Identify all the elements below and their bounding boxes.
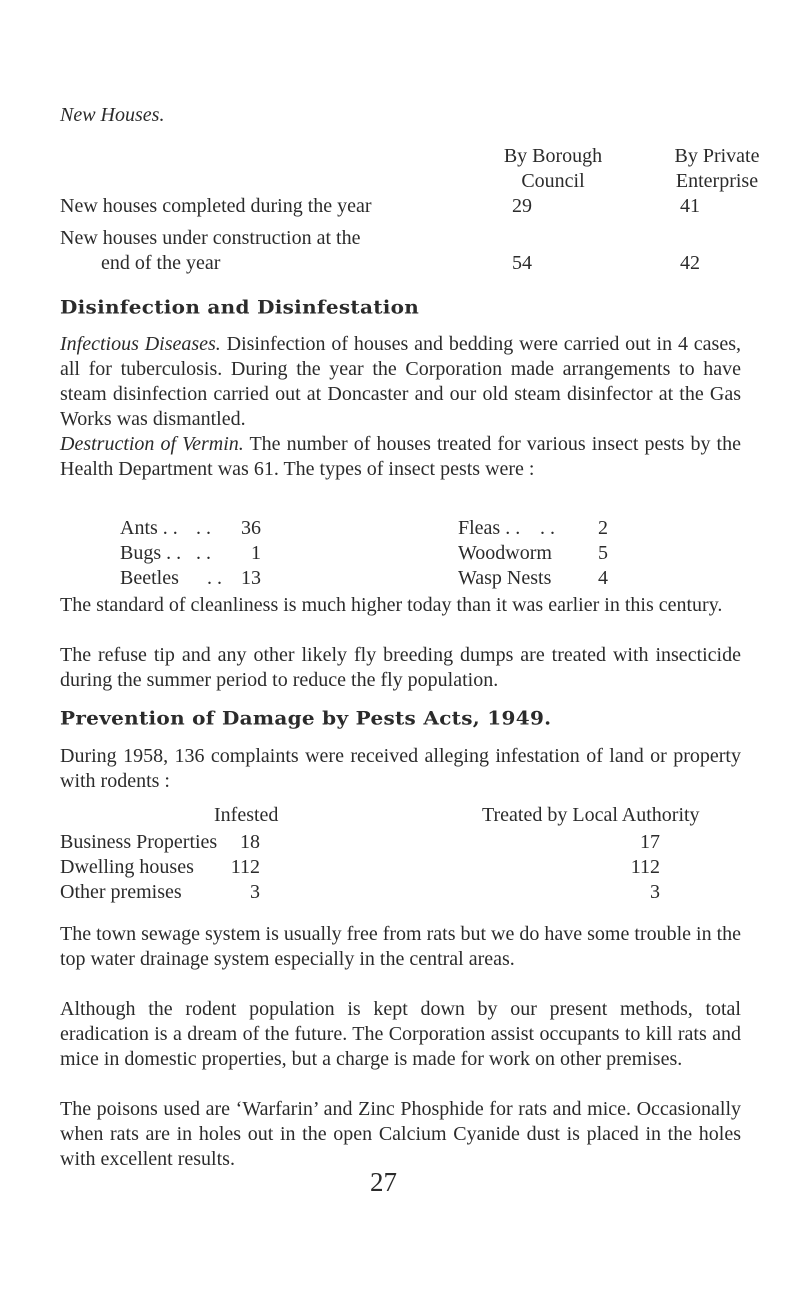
infested-column-header: Infested [214,804,279,826]
infectious-diseases-paragraph [60,332,741,432]
houses-row-label-continued: end of the year [101,252,221,274]
infectious-diseases-text: Disinfection of houses and bedding were carried out in 4 cases, all for tuberculosis. During the year the Corporation made arrangements to have steam disinfection carried out at Doncaster and our old steam disinfector at the Gas Works was dismantled. [60,333,741,430]
rodent-row-label: Business Properties [60,831,218,853]
houses-row-borough-value: 54 [512,252,532,274]
pest-name: Wasp Nests [458,567,552,589]
pest-count: 13 [241,567,261,589]
rodent-row-infested: 112 [230,856,260,878]
houses-row-label: New houses under construction at the [60,227,361,249]
rodent-row-treated: 3 [650,881,660,903]
page-number: 27 [370,1167,397,1197]
houses-row-borough-value: 29 [512,195,532,217]
pest-dots: . . [196,542,211,564]
houses-row-private-value: 42 [680,252,700,274]
rodent-row-label: Other premises [60,881,182,903]
pest-count: 5 [598,542,608,564]
refuse-paragraph: The refuse tip and any other likely fly breeding dumps are treated with insecticide during the summer period to reduce the fly population. [60,644,741,691]
pest-count: 36 [241,517,261,539]
rodent-row-label: Dwelling houses [60,856,194,878]
infectious-diseases-lead: Infectious Diseases. [60,333,221,355]
rodent-row-treated: 17 [640,831,660,853]
pest-count: 1 [251,542,261,564]
treated-column-header: Treated by Local Authority [482,804,700,826]
pest-name: Ants . . [120,517,178,539]
pest-dots: . . [196,517,211,539]
pest-name: Bugs . . [120,542,182,564]
rodent-row-infested: 3 [250,881,260,903]
pest-count: 2 [598,517,608,539]
sewage-paragraph: The town sewage system is usually free from rats but we do have some trouble in the top water drainage system especially in the central areas. [60,923,741,970]
borough-council-header: By Borough Council [503,145,603,192]
rodent-row-infested: 18 [240,831,260,853]
rodent-control-paragraph: Although the rodent population is kept down by our present methods, total eradication is a dream of the future. The Corporation assist occupants to kill rats and mice in domestic properties, but a charge is made for work on other premises. [60,998,741,1070]
cleanliness-paragraph: The standard of cleanliness is much higher today than it was earlier in this century. [60,594,723,616]
vermin-text: The number of houses treated for various insect pests by the Health Department was 61. The types of insect pests were : [60,433,741,480]
houses-row-private-value: 41 [680,195,700,217]
poisons-paragraph: The poisons used are ‘Warfarin’ and Zinc Phosphide for rats and mice. Occasionally when rats are in holes out in the open Calcium Cyanide dust is placed in the holes with excellent results. [60,1098,741,1170]
pest-name: Fleas . . [458,517,521,539]
new-houses-heading: New Houses. [60,104,165,126]
disinfection-heading: Disinfection and Disinfestation [60,296,420,319]
vermin-lead: Destruction of Vermin. [60,433,244,455]
pest-dots: . . [540,517,555,539]
pest-name: Beetles [120,567,179,589]
pest-name: Woodworm [458,542,552,564]
private-enterprise-header: By Private Enterprise [674,145,760,192]
rodent-row-treated: 112 [630,856,660,878]
pests-act-heading: Prevention of Damage by Pests Acts, 1949. [60,707,552,730]
complaints-paragraph: During 1958, 136 complaints were received alleging infestation of land or property with rodents : [60,745,741,792]
pest-dots: . . [207,567,222,589]
vermin-paragraph [60,432,741,482]
pest-count: 4 [598,567,608,589]
houses-row-label: New houses completed during the year [60,195,372,217]
